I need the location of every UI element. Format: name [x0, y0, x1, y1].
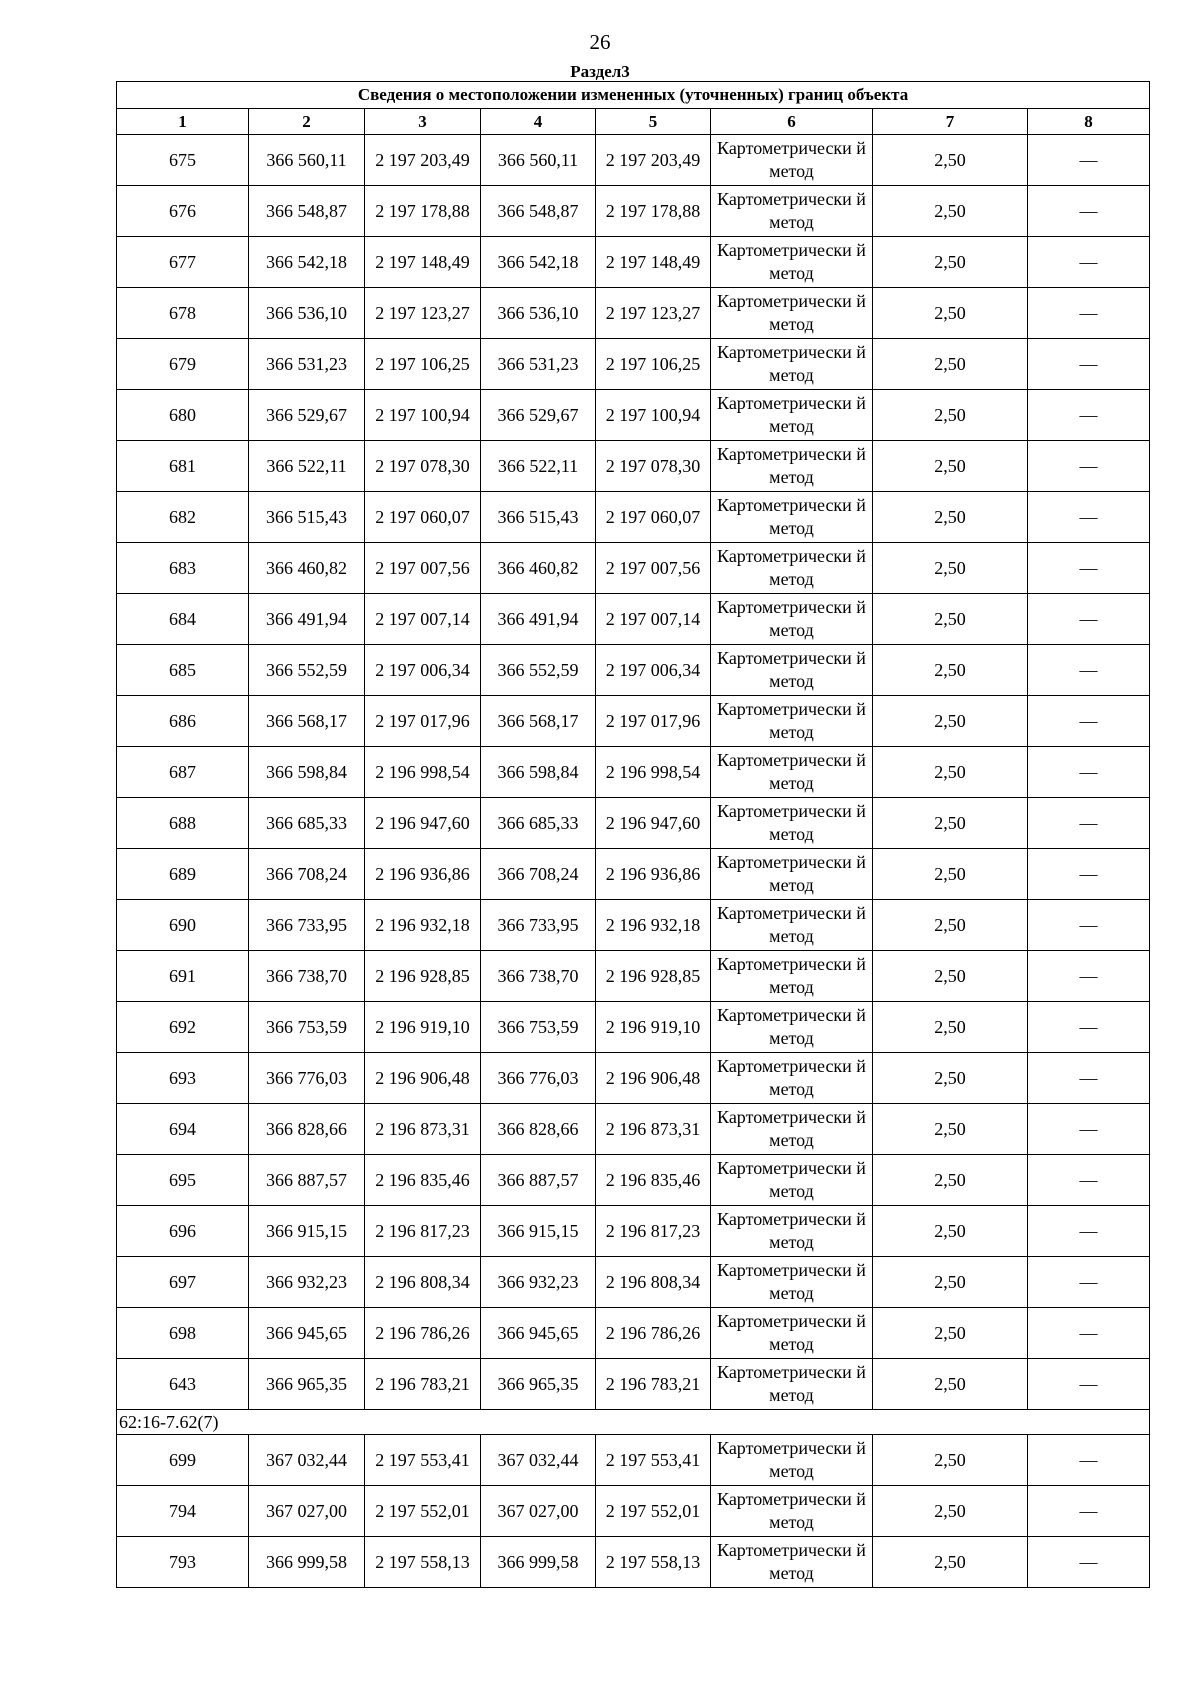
x-old-cell: 366 887,57	[249, 1155, 365, 1206]
y-old-cell: 2 197 100,94	[365, 390, 481, 441]
x-new-cell: 366 529,67	[481, 390, 596, 441]
description-cell: —	[1028, 900, 1150, 951]
method-cell: Картометрически й метод	[711, 339, 873, 390]
accuracy-cell: 2,50	[873, 1002, 1028, 1053]
point-number-cell: 683	[117, 543, 249, 594]
x-new-cell: 367 032,44	[481, 1435, 596, 1486]
accuracy-cell: 2,50	[873, 747, 1028, 798]
description-cell: —	[1028, 1359, 1150, 1410]
x-old-cell: 367 027,00	[249, 1486, 365, 1537]
x-new-cell: 366 536,10	[481, 288, 596, 339]
table-body	[117, 135, 1150, 1588]
y-new-cell: 2 196 835,46	[596, 1155, 711, 1206]
x-old-cell: 366 738,70	[249, 951, 365, 1002]
y-old-cell: 2 197 552,01	[365, 1486, 481, 1537]
method-cell: Картометрически й метод	[711, 135, 873, 186]
method-cell: Картометрически й метод	[711, 1104, 873, 1155]
point-number-cell: 643	[117, 1359, 249, 1410]
boundary-table	[116, 81, 1150, 1588]
description-cell: —	[1028, 1435, 1150, 1486]
x-old-cell: 366 932,23	[249, 1257, 365, 1308]
x-new-cell: 366 522,11	[481, 441, 596, 492]
method-cell: Картометрически й метод	[711, 696, 873, 747]
point-number-cell: 688	[117, 798, 249, 849]
y-new-cell: 2 197 100,94	[596, 390, 711, 441]
y-old-cell: 2 196 906,48	[365, 1053, 481, 1104]
accuracy-cell: 2,50	[873, 237, 1028, 288]
accuracy-cell: 2,50	[873, 390, 1028, 441]
x-new-cell: 366 738,70	[481, 951, 596, 1002]
x-old-cell: 366 552,59	[249, 645, 365, 696]
description-cell: —	[1028, 288, 1150, 339]
x-old-cell: 366 542,18	[249, 237, 365, 288]
description-cell: —	[1028, 1486, 1150, 1537]
x-new-cell: 366 733,95	[481, 900, 596, 951]
point-number-cell: 678	[117, 288, 249, 339]
x-new-cell: 366 932,23	[481, 1257, 596, 1308]
y-old-cell: 2 197 178,88	[365, 186, 481, 237]
y-new-cell: 2 196 783,21	[596, 1359, 711, 1410]
y-new-cell: 2 196 786,26	[596, 1308, 711, 1359]
y-old-cell: 2 196 928,85	[365, 951, 481, 1002]
y-new-cell: 2 197 553,41	[596, 1435, 711, 1486]
table-row	[117, 135, 1150, 186]
accuracy-cell: 2,50	[873, 951, 1028, 1002]
description-cell: —	[1028, 135, 1150, 186]
description-cell: —	[1028, 1002, 1150, 1053]
description-cell: —	[1028, 1537, 1150, 1588]
y-new-cell: 2 197 007,14	[596, 594, 711, 645]
group-label: 62:16-7.62(7)	[117, 1410, 1150, 1435]
x-new-cell: 366 531,23	[481, 339, 596, 390]
section-title: Раздел3	[570, 62, 630, 81]
x-old-cell: 366 945,65	[249, 1308, 365, 1359]
table-row	[117, 1155, 1150, 1206]
y-old-cell: 2 196 808,34	[365, 1257, 481, 1308]
accuracy-cell: 2,50	[873, 594, 1028, 645]
accuracy-cell: 2,50	[873, 1308, 1028, 1359]
accuracy-cell: 2,50	[873, 492, 1028, 543]
accuracy-cell: 2,50	[873, 441, 1028, 492]
x-old-cell: 366 999,58	[249, 1537, 365, 1588]
y-old-cell: 2 197 060,07	[365, 492, 481, 543]
accuracy-cell: 2,50	[873, 543, 1028, 594]
description-cell: —	[1028, 441, 1150, 492]
description-cell: —	[1028, 747, 1150, 798]
description-cell: —	[1028, 849, 1150, 900]
column-number-header: 4	[481, 109, 596, 135]
point-number-cell: 677	[117, 237, 249, 288]
table-row	[117, 237, 1150, 288]
accuracy-cell: 2,50	[873, 1206, 1028, 1257]
x-old-cell: 366 685,33	[249, 798, 365, 849]
x-old-cell: 366 776,03	[249, 1053, 365, 1104]
y-new-cell: 2 197 123,27	[596, 288, 711, 339]
x-old-cell: 366 536,10	[249, 288, 365, 339]
point-number-cell: 686	[117, 696, 249, 747]
accuracy-cell: 2,50	[873, 696, 1028, 747]
table-row	[117, 186, 1150, 237]
y-new-cell: 2 197 060,07	[596, 492, 711, 543]
table-row	[117, 492, 1150, 543]
y-new-cell: 2 196 919,10	[596, 1002, 711, 1053]
y-old-cell: 2 196 783,21	[365, 1359, 481, 1410]
y-old-cell: 2 197 558,13	[365, 1537, 481, 1588]
table-row	[117, 1308, 1150, 1359]
method-cell: Картометрически й метод	[711, 1435, 873, 1486]
column-number-header: 2	[249, 109, 365, 135]
description-cell: —	[1028, 1104, 1150, 1155]
table-row	[117, 696, 1150, 747]
table-row	[117, 1104, 1150, 1155]
method-cell: Картометрически й метод	[711, 645, 873, 696]
x-old-cell: 366 529,67	[249, 390, 365, 441]
x-new-cell: 366 999,58	[481, 1537, 596, 1588]
x-new-cell: 366 552,59	[481, 645, 596, 696]
x-old-cell: 366 548,87	[249, 186, 365, 237]
x-old-cell: 366 568,17	[249, 696, 365, 747]
accuracy-cell: 2,50	[873, 1104, 1028, 1155]
x-new-cell: 366 708,24	[481, 849, 596, 900]
method-cell: Картометрически й метод	[711, 900, 873, 951]
x-old-cell: 366 531,23	[249, 339, 365, 390]
x-new-cell: 366 491,94	[481, 594, 596, 645]
column-number-row	[117, 109, 1150, 135]
column-number-header: 6	[711, 109, 873, 135]
table-row	[117, 1537, 1150, 1588]
table-row	[117, 1053, 1150, 1104]
x-new-cell: 366 685,33	[481, 798, 596, 849]
point-number-cell: 699	[117, 1435, 249, 1486]
column-number-header: 8	[1028, 109, 1150, 135]
method-cell: Картометрически й метод	[711, 1359, 873, 1410]
y-old-cell: 2 197 007,14	[365, 594, 481, 645]
page-number: 26	[589, 30, 611, 54]
point-number-cell: 697	[117, 1257, 249, 1308]
y-new-cell: 2 197 017,96	[596, 696, 711, 747]
x-new-cell: 366 515,43	[481, 492, 596, 543]
y-old-cell: 2 197 006,34	[365, 645, 481, 696]
point-number-cell: 691	[117, 951, 249, 1002]
x-new-cell: 366 887,57	[481, 1155, 596, 1206]
x-new-cell: 366 542,18	[481, 237, 596, 288]
table-row	[117, 1435, 1150, 1486]
description-cell: —	[1028, 798, 1150, 849]
x-new-cell: 366 776,03	[481, 1053, 596, 1104]
method-cell: Картометрически й метод	[711, 1053, 873, 1104]
y-old-cell: 2 196 936,86	[365, 849, 481, 900]
x-new-cell: 366 753,59	[481, 1002, 596, 1053]
method-cell: Картометрически й метод	[711, 441, 873, 492]
description-cell: —	[1028, 186, 1150, 237]
x-old-cell: 366 733,95	[249, 900, 365, 951]
method-cell: Картометрически й метод	[711, 288, 873, 339]
description-cell: —	[1028, 543, 1150, 594]
table-row	[117, 798, 1150, 849]
x-old-cell: 366 491,94	[249, 594, 365, 645]
method-cell: Картометрически й метод	[711, 492, 873, 543]
accuracy-cell: 2,50	[873, 1486, 1028, 1537]
x-new-cell: 366 915,15	[481, 1206, 596, 1257]
method-cell: Картометрически й метод	[711, 543, 873, 594]
method-cell: Картометрически й метод	[711, 1206, 873, 1257]
description-cell: —	[1028, 696, 1150, 747]
y-old-cell: 2 197 123,27	[365, 288, 481, 339]
point-number-cell: 793	[117, 1537, 249, 1588]
y-new-cell: 2 196 906,48	[596, 1053, 711, 1104]
y-new-cell: 2 196 808,34	[596, 1257, 711, 1308]
description-cell: —	[1028, 594, 1150, 645]
x-old-cell: 366 965,35	[249, 1359, 365, 1410]
accuracy-cell: 2,50	[873, 798, 1028, 849]
y-old-cell: 2 197 007,56	[365, 543, 481, 594]
x-old-cell: 366 915,15	[249, 1206, 365, 1257]
y-old-cell: 2 197 106,25	[365, 339, 481, 390]
x-new-cell: 366 945,65	[481, 1308, 596, 1359]
method-cell: Картометрически й метод	[711, 390, 873, 441]
column-number-header: 5	[596, 109, 711, 135]
x-new-cell: 366 598,84	[481, 747, 596, 798]
accuracy-cell: 2,50	[873, 1257, 1028, 1308]
y-old-cell: 2 196 873,31	[365, 1104, 481, 1155]
column-number-header: 3	[365, 109, 481, 135]
y-new-cell: 2 197 178,88	[596, 186, 711, 237]
method-cell: Картометрически й метод	[711, 798, 873, 849]
table-row	[117, 1359, 1150, 1410]
point-number-cell: 676	[117, 186, 249, 237]
method-cell: Картометрически й метод	[711, 747, 873, 798]
x-old-cell: 366 828,66	[249, 1104, 365, 1155]
y-new-cell: 2 196 817,23	[596, 1206, 711, 1257]
point-number-cell: 679	[117, 339, 249, 390]
x-new-cell: 366 560,11	[481, 135, 596, 186]
method-cell: Картометрически й метод	[711, 1257, 873, 1308]
description-cell: —	[1028, 390, 1150, 441]
x-old-cell: 366 753,59	[249, 1002, 365, 1053]
point-number-cell: 675	[117, 135, 249, 186]
table-row	[117, 288, 1150, 339]
y-old-cell: 2 196 817,23	[365, 1206, 481, 1257]
table-row	[117, 1206, 1150, 1257]
accuracy-cell: 2,50	[873, 1537, 1028, 1588]
y-new-cell: 2 197 558,13	[596, 1537, 711, 1588]
y-old-cell: 2 197 078,30	[365, 441, 481, 492]
x-new-cell: 367 027,00	[481, 1486, 596, 1537]
point-number-cell: 685	[117, 645, 249, 696]
table-row	[117, 543, 1150, 594]
table-row	[117, 594, 1150, 645]
accuracy-cell: 2,50	[873, 900, 1028, 951]
y-new-cell: 2 196 947,60	[596, 798, 711, 849]
x-old-cell: 366 598,84	[249, 747, 365, 798]
description-cell: —	[1028, 1155, 1150, 1206]
point-number-cell: 681	[117, 441, 249, 492]
description-cell: —	[1028, 492, 1150, 543]
y-old-cell: 2 197 203,49	[365, 135, 481, 186]
y-old-cell: 2 196 998,54	[365, 747, 481, 798]
method-cell: Картометрически й метод	[711, 237, 873, 288]
table-row	[117, 1257, 1150, 1308]
table-row	[117, 849, 1150, 900]
x-new-cell: 366 965,35	[481, 1359, 596, 1410]
x-old-cell: 367 032,44	[249, 1435, 365, 1486]
method-cell: Картометрически й метод	[711, 951, 873, 1002]
accuracy-cell: 2,50	[873, 288, 1028, 339]
accuracy-cell: 2,50	[873, 1435, 1028, 1486]
table-row	[117, 747, 1150, 798]
accuracy-cell: 2,50	[873, 1359, 1028, 1410]
accuracy-cell: 2,50	[873, 1155, 1028, 1206]
table-row	[117, 645, 1150, 696]
y-old-cell: 2 197 553,41	[365, 1435, 481, 1486]
y-new-cell: 2 197 006,34	[596, 645, 711, 696]
x-new-cell: 366 548,87	[481, 186, 596, 237]
y-new-cell: 2 196 998,54	[596, 747, 711, 798]
point-number-cell: 680	[117, 390, 249, 441]
y-new-cell: 2 197 552,01	[596, 1486, 711, 1537]
description-cell: —	[1028, 951, 1150, 1002]
description-cell: —	[1028, 1053, 1150, 1104]
description-cell: —	[1028, 1308, 1150, 1359]
y-old-cell: 2 196 835,46	[365, 1155, 481, 1206]
y-new-cell: 2 196 936,86	[596, 849, 711, 900]
x-old-cell: 366 515,43	[249, 492, 365, 543]
description-cell: —	[1028, 645, 1150, 696]
y-new-cell: 2 196 873,31	[596, 1104, 711, 1155]
x-old-cell: 366 522,11	[249, 441, 365, 492]
x-old-cell: 366 460,82	[249, 543, 365, 594]
table-caption: Сведения о местоположении измененных (уточненных) границ объекта	[117, 82, 1150, 109]
x-new-cell: 366 460,82	[481, 543, 596, 594]
y-new-cell: 2 196 932,18	[596, 900, 711, 951]
table-row	[117, 1486, 1150, 1537]
point-number-cell: 693	[117, 1053, 249, 1104]
method-cell: Картометрически й метод	[711, 1537, 873, 1588]
group-row	[117, 1410, 1150, 1435]
accuracy-cell: 2,50	[873, 339, 1028, 390]
accuracy-cell: 2,50	[873, 135, 1028, 186]
method-cell: Картометрически й метод	[711, 1486, 873, 1537]
point-number-cell: 682	[117, 492, 249, 543]
y-old-cell: 2 196 919,10	[365, 1002, 481, 1053]
x-old-cell: 366 708,24	[249, 849, 365, 900]
point-number-cell: 695	[117, 1155, 249, 1206]
y-new-cell: 2 197 203,49	[596, 135, 711, 186]
point-number-cell: 692	[117, 1002, 249, 1053]
point-number-cell: 687	[117, 747, 249, 798]
y-old-cell: 2 196 786,26	[365, 1308, 481, 1359]
table-row	[117, 900, 1150, 951]
point-number-cell: 689	[117, 849, 249, 900]
y-new-cell: 2 196 928,85	[596, 951, 711, 1002]
x-new-cell: 366 828,66	[481, 1104, 596, 1155]
table-row	[117, 339, 1150, 390]
point-number-cell: 696	[117, 1206, 249, 1257]
method-cell: Картометрически й метод	[711, 1308, 873, 1359]
x-new-cell: 366 568,17	[481, 696, 596, 747]
y-old-cell: 2 196 932,18	[365, 900, 481, 951]
table-row	[117, 441, 1150, 492]
accuracy-cell: 2,50	[873, 849, 1028, 900]
method-cell: Картометрически й метод	[711, 1155, 873, 1206]
y-old-cell: 2 197 148,49	[365, 237, 481, 288]
y-new-cell: 2 197 106,25	[596, 339, 711, 390]
point-number-cell: 690	[117, 900, 249, 951]
y-old-cell: 2 197 017,96	[365, 696, 481, 747]
method-cell: Картометрически й метод	[711, 849, 873, 900]
y-new-cell: 2 197 078,30	[596, 441, 711, 492]
method-cell: Картометрически й метод	[711, 186, 873, 237]
point-number-cell: 794	[117, 1486, 249, 1537]
y-new-cell: 2 197 148,49	[596, 237, 711, 288]
description-cell: —	[1028, 1257, 1150, 1308]
accuracy-cell: 2,50	[873, 645, 1028, 696]
point-number-cell: 694	[117, 1104, 249, 1155]
y-new-cell: 2 197 007,56	[596, 543, 711, 594]
accuracy-cell: 2,50	[873, 1053, 1028, 1104]
column-number-header: 7	[873, 109, 1028, 135]
method-cell: Картометрически й метод	[711, 1002, 873, 1053]
table-row	[117, 390, 1150, 441]
point-number-cell: 684	[117, 594, 249, 645]
y-old-cell: 2 196 947,60	[365, 798, 481, 849]
table-row	[117, 951, 1150, 1002]
description-cell: —	[1028, 237, 1150, 288]
accuracy-cell: 2,50	[873, 186, 1028, 237]
description-cell: —	[1028, 1206, 1150, 1257]
column-number-header: 1	[117, 109, 249, 135]
description-cell: —	[1028, 339, 1150, 390]
method-cell: Картометрически й метод	[711, 594, 873, 645]
table-row	[117, 1002, 1150, 1053]
x-old-cell: 366 560,11	[249, 135, 365, 186]
point-number-cell: 698	[117, 1308, 249, 1359]
